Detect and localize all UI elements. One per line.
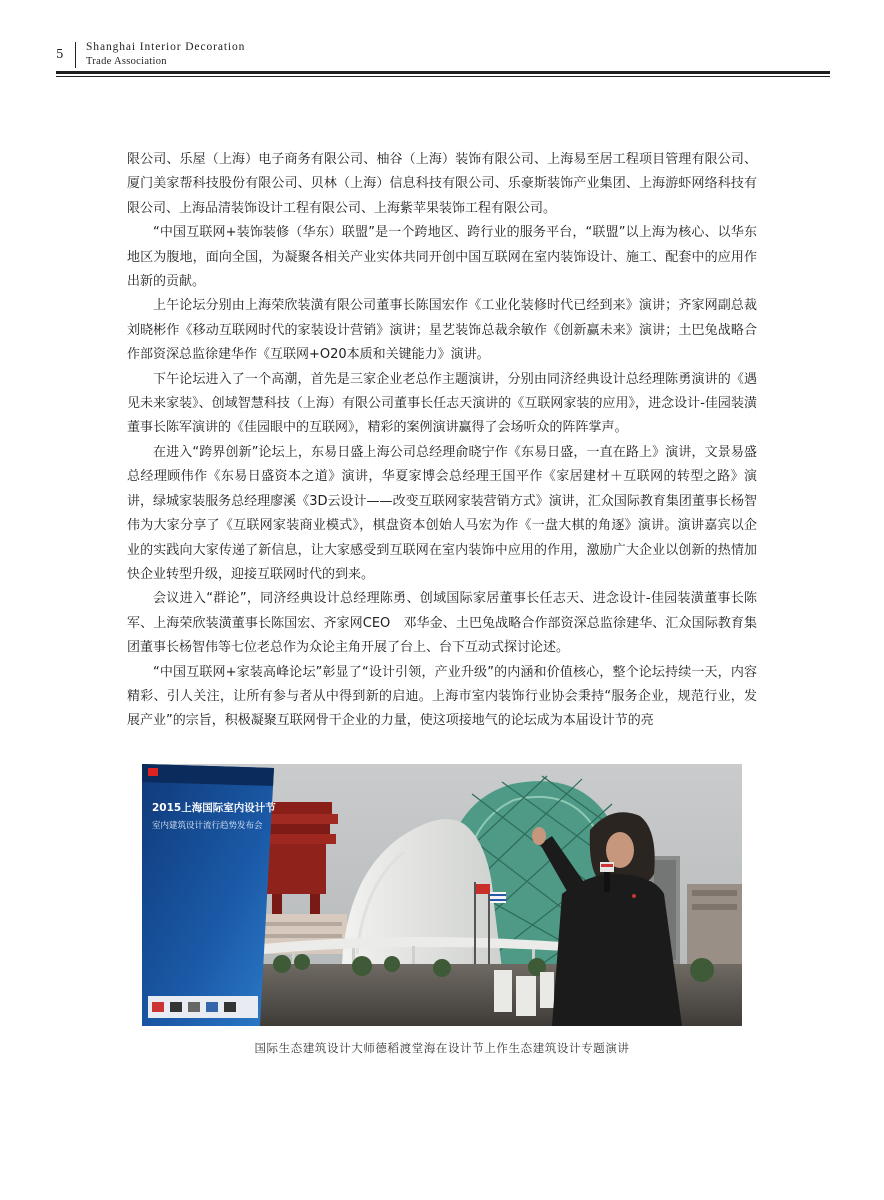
paragraph: “中国互联网+家装高峰论坛”彰显了“设计引领，产业升级”的内涵和价值核心，整个论坛持续一天，内容精彩、引人关注，让所有参与者从中得到新的启迪。上海市室内装饰行业协会秉持“服务企业，规范行业，发展产业”的宗旨，积极凝聚互联网骨干企业的力量，使这项接地气的论坛成为本届设计节的亮 [127,664,757,729]
header-title-line2: Trade Association [86,56,167,67]
header-rule-thick [56,71,830,74]
paragraph-continued: 限公司、乐屋（上海）电子商务有限公司、柚谷（上海）装饰有限公司、上海易至居工程项目管理有限公司、厦门美家帮科技股份有限公司、贝林（上海）信息科技有限公司、乐豪斯装饰产业集团、上海游虾网络科技有限公司、上海品清装饰设计工程有限公司、上海紫苹果装饰工程有限公司。 [127,152,757,216]
paragraph: “中国互联网+装饰装修（华东）联盟”是一个跨地区、跨行业的服务平台，“联盟”以上海为核心、以华东地区为腹地，面向全国，为凝聚各相关产业实体共同开创中国互联网在室内装饰设计、施工、配套中的应用作出新的贡献。 [127,225,757,290]
banner-subtitle: 室内建筑设计流行趋势发布会 [152,821,263,831]
header-title-line1: Shanghai Interior Decoration [86,41,246,53]
paragraph: 上午论坛分别由上海荣欣装潢有限公司董事长陈国宏作《工业化装修时代已经到来》演讲；齐家网副总裁刘晓彬作《移动互联网时代的家装设计营销》演讲；星艺装饰总裁余敏作《创新赢未来》演讲；土巴兔战略合作部资深总监徐建华作《互联网+O20本质和关键能力》演讲。 [127,298,757,363]
header-divider [75,42,76,68]
photo-caption: 国际生态建筑设计大师德稻渡堂海在设计节上作生态建筑设计专题演讲 [254,1041,630,1055]
header-rule-thin [56,76,830,77]
page-number: 5 [56,47,64,61]
paragraph: 下午论坛进入了一个高潮，首先是三家企业老总作主题演讲，分别由同济经典设计总经理陈勇演讲的《遇见未来家装》、创域智慧科技（上海）有限公司董事长任志天演讲的《互联网家装的应用》，进念设计-佳园装潢董事长陈军演讲的《佳园眼中的互联网》，精彩的案例演讲赢得了会场听众的阵阵掌声。 [127,371,757,436]
article-body [127,148,757,734]
paragraph: 在进入“跨界创新”论坛上，东易日盛上海公司总经理俞晓宁作《东易日盛，一直在路上》演讲，文景易盛总经理顾伟作《东易日盛资本之道》演讲，华夏家博会总经理王国平作《家居建材＋互联网的转型之路》演讲，绿城家装服务总经理廖溪《3D云设计——改变互联网家装营销方式》演讲，汇众国际教育集团董事长杨智伟为大家分享了《互联网家装商业模式》，棋盘资本创始人马宏为作《一盘大棋的角逐》演讲。演讲嘉宾以企业的实践向大家传递了新信息，让大家感受到互联网在室内装饰中应用的作用，激励广大企业以创新的热情加快企业转型升级，迎接互联网时代的到来。 [127,444,757,582]
event-banner [142,764,276,1026]
event-photo [142,764,742,1026]
paragraph: 会议进入“群论”，同济经典设计总经理陈勇、创域国际家居董事长任志天、进念设计-佳园装潢董事长陈军、上海荣欣装潢董事长陈国宏、齐家网CEO 邓华金、土巴兔战略合作部资深总监徐建华、汇众国际教育集团董事长杨智伟等七位老总作为众论主角开展了台上、台下互动式探讨论述。 [127,591,757,656]
banner-title: 2015上海国际室内设计节 [152,802,276,814]
